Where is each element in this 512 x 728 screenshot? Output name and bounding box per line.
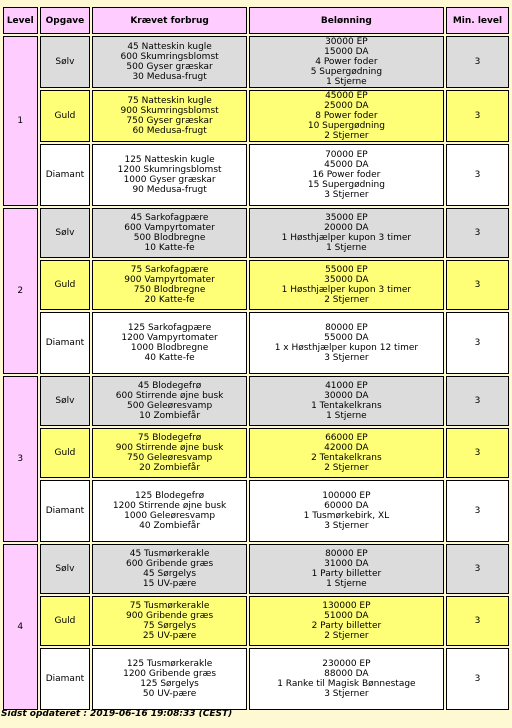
requirement-line: 900 Vampyrtomater bbox=[124, 275, 215, 285]
reward-cell bbox=[249, 208, 444, 258]
requirement-line: 10 Zombiefår bbox=[139, 411, 201, 421]
reward-line: 3 Stjerner bbox=[324, 521, 369, 531]
reward-line: 20000 DA bbox=[324, 223, 369, 233]
requirement-line: 1000 Gyser græskar bbox=[123, 175, 216, 185]
reward-line: 2 Stjerner bbox=[324, 463, 369, 473]
level-cell: 2 bbox=[3, 208, 38, 374]
reward-cell bbox=[249, 376, 444, 426]
level-cell: 3 bbox=[3, 376, 38, 542]
requirement-line: 600 Stirrende øjne busk bbox=[115, 391, 224, 401]
reward-line: 88000 DA bbox=[324, 669, 369, 679]
min-level-cell: 3 bbox=[446, 144, 509, 206]
requirement-line: 60 Medusa-frugt bbox=[132, 126, 207, 136]
reward-cell bbox=[249, 648, 444, 710]
reward-line: 1 Stjerne bbox=[326, 579, 367, 589]
requirement-cell bbox=[92, 90, 246, 142]
requirement-line: 30 Medusa-frugt bbox=[132, 72, 207, 82]
requirement-line: 45 Sarkofagpære bbox=[130, 213, 209, 223]
reward-line: 2 Tentakelkrans bbox=[311, 453, 382, 463]
reward-line: 10 Supergødning bbox=[307, 121, 385, 131]
min-level-cell: 3 bbox=[446, 90, 509, 142]
requirement-line: 900 Stirrende øjne busk bbox=[115, 443, 224, 453]
table-row bbox=[3, 428, 509, 478]
reward-cell bbox=[249, 428, 444, 478]
requirement-cell bbox=[92, 428, 246, 478]
requirement-line: 125 Blodegefrø bbox=[135, 491, 205, 501]
task-cell: Sølv bbox=[40, 376, 91, 426]
reward-cell bbox=[249, 260, 444, 310]
min-level-cell: 3 bbox=[446, 312, 509, 374]
requirement-line: 750 Gyser græskar bbox=[126, 116, 213, 126]
level-cell: 4 bbox=[3, 544, 38, 710]
requirement-line: 600 Vampyrtomater bbox=[124, 223, 215, 233]
task-cell: Sølv bbox=[40, 36, 91, 88]
reward-cell bbox=[249, 144, 444, 206]
reward-line: 51000 DA bbox=[324, 611, 369, 621]
requirement-cell bbox=[92, 376, 246, 426]
reward-line: 1 Tusmørkebirk, XL bbox=[303, 511, 390, 521]
reward-line: 3 Stjerner bbox=[324, 689, 369, 699]
reward-line: 2 Party billetter bbox=[311, 621, 382, 631]
reward-cell bbox=[249, 312, 444, 374]
requirement-line: 20 Zombiefår bbox=[139, 463, 201, 473]
task-cell: Sølv bbox=[40, 208, 91, 258]
min-level-cell: 3 bbox=[446, 648, 509, 710]
requirement-line: 600 Gribende græs bbox=[125, 559, 214, 569]
requirement-line: 90 Medusa-frugt bbox=[132, 185, 207, 195]
reward-line: 15000 DA bbox=[324, 47, 369, 57]
table-row bbox=[3, 312, 509, 374]
task-cell: Diamant bbox=[40, 648, 91, 710]
min-level-cell: 3 bbox=[446, 428, 509, 478]
requirement-line: 15 UV-pære bbox=[142, 579, 197, 589]
rewards-table bbox=[1, 5, 511, 712]
requirement-line: 75 Sørgelys bbox=[143, 621, 197, 631]
reward-line: 1 Tentakelkrans bbox=[311, 401, 382, 411]
requirement-line: 45 Natteskin kugle bbox=[127, 42, 212, 52]
reward-cell bbox=[249, 596, 444, 646]
header-requirement: Krævet forbrug bbox=[92, 7, 246, 34]
requirement-line: 45 Blodegefrø bbox=[137, 381, 202, 391]
requirement-line: 40 Katte-fe bbox=[144, 353, 195, 363]
reward-line: 55000 DA bbox=[324, 333, 369, 343]
reward-line: 66000 EP bbox=[325, 433, 368, 443]
requirement-cell bbox=[92, 544, 246, 594]
min-level-cell: 3 bbox=[446, 208, 509, 258]
table-row bbox=[3, 648, 509, 710]
reward-line: 70000 EP bbox=[325, 150, 368, 160]
requirement-cell bbox=[92, 648, 246, 710]
requirement-line: 45 Sørgelys bbox=[143, 569, 197, 579]
reward-line: 1 Party billetter bbox=[311, 569, 382, 579]
requirement-cell bbox=[92, 260, 246, 310]
requirement-cell bbox=[92, 312, 246, 374]
reward-cell bbox=[249, 36, 444, 88]
requirement-line: 500 Gyser græskar bbox=[126, 62, 213, 72]
header-task: Opgave bbox=[40, 7, 91, 34]
task-cell: Sølv bbox=[40, 544, 91, 594]
requirement-line: 125 Natteskin kugle bbox=[124, 155, 215, 165]
reward-line: 30000 EP bbox=[325, 37, 368, 47]
reward-line: 35000 EP bbox=[325, 213, 368, 223]
requirement-cell bbox=[92, 208, 246, 258]
task-cell: Guld bbox=[40, 90, 91, 142]
requirement-line: 125 Sørgelys bbox=[140, 679, 199, 689]
header-level: Level bbox=[3, 7, 38, 34]
requirement-line: 1200 Gribende græs bbox=[123, 669, 217, 679]
table-row bbox=[3, 36, 509, 88]
reward-line: 3 Stjerner bbox=[324, 190, 369, 200]
requirement-line: 750 Blodbregne bbox=[133, 285, 206, 295]
reward-line: 80000 EP bbox=[325, 323, 368, 333]
task-cell: Diamant bbox=[40, 144, 91, 206]
requirement-line: 45 Tusmørkerakle bbox=[129, 549, 210, 559]
task-cell: Guld bbox=[40, 596, 91, 646]
reward-line: 2 Stjerner bbox=[324, 131, 369, 141]
reward-line: 1 Stjerne bbox=[326, 77, 367, 87]
reward-line: 3 Stjerner bbox=[324, 353, 369, 363]
requirement-line: 125 Tusmørkerakle bbox=[126, 659, 213, 669]
task-cell: Diamant bbox=[40, 480, 91, 542]
reward-line: 1 Stjerne bbox=[326, 243, 367, 253]
table-row bbox=[3, 596, 509, 646]
requirement-line: 75 Natteskin kugle bbox=[127, 96, 212, 106]
reward-line: 60000 DA bbox=[324, 501, 369, 511]
header-reward: Belønning bbox=[249, 7, 444, 34]
requirement-line: 1200 Vampyrtomater bbox=[121, 333, 218, 343]
min-level-cell: 3 bbox=[446, 480, 509, 542]
last-updated: Sidst opdateret : 2019-06-16 19:08:33 (CEST) bbox=[1, 709, 233, 719]
reward-line: 1 Stjerne bbox=[326, 411, 367, 421]
requirement-line: 75 Tusmørkerakle bbox=[129, 601, 210, 611]
reward-line: 130000 EP bbox=[322, 601, 371, 611]
table-row bbox=[3, 480, 509, 542]
requirement-line: 750 Geleøresvamp bbox=[127, 453, 213, 463]
requirement-line: 125 Sarkofagpære bbox=[127, 323, 212, 333]
min-level-cell: 3 bbox=[446, 544, 509, 594]
reward-line: 45000 EP bbox=[325, 91, 368, 101]
table-body bbox=[3, 36, 509, 710]
table-row bbox=[3, 208, 509, 258]
reward-line: 2 Stjerner bbox=[324, 631, 369, 641]
task-cell: Guld bbox=[40, 428, 91, 478]
task-cell: Guld bbox=[40, 260, 91, 310]
requirement-line: 900 Gribende græs bbox=[125, 611, 214, 621]
reward-line: 15 Supergødning bbox=[307, 180, 385, 190]
min-level-cell: 3 bbox=[446, 260, 509, 310]
reward-cell bbox=[249, 480, 444, 542]
requirement-line: 40 Zombiefår bbox=[139, 521, 201, 531]
reward-cell bbox=[249, 544, 444, 594]
reward-line: 25000 DA bbox=[324, 101, 369, 111]
requirement-line: 25 UV-pære bbox=[142, 631, 197, 641]
reward-line: 41000 EP bbox=[325, 381, 368, 391]
reward-line: 1 Høsthjælper kupon 3 timer bbox=[281, 233, 412, 243]
min-level-cell: 3 bbox=[446, 596, 509, 646]
requirement-cell bbox=[92, 144, 246, 206]
table-row bbox=[3, 144, 509, 206]
reward-line: 5 Supergødning bbox=[310, 67, 383, 77]
reward-line: 4 Power foder bbox=[315, 57, 378, 67]
requirement-line: 75 Sarkofagpære bbox=[130, 265, 209, 275]
reward-cell bbox=[249, 90, 444, 142]
reward-line: 1 Ranke til Magisk Bønnestage bbox=[277, 679, 416, 689]
reward-line: 80000 EP bbox=[325, 549, 368, 559]
table-row bbox=[3, 90, 509, 142]
reward-line: 8 Power foder bbox=[315, 111, 378, 121]
level-cell: 1 bbox=[3, 36, 38, 206]
table-row bbox=[3, 544, 509, 594]
requirement-line: 1000 Blodbregne bbox=[130, 343, 209, 353]
task-cell: Diamant bbox=[40, 312, 91, 374]
reward-line: 230000 EP bbox=[322, 659, 371, 669]
min-level-cell: 3 bbox=[446, 376, 509, 426]
requirement-line: 1200 Stirrende øjne busk bbox=[112, 501, 227, 511]
reward-line: 30000 DA bbox=[324, 391, 369, 401]
requirement-line: 50 UV-pære bbox=[142, 689, 197, 699]
table-row bbox=[3, 376, 509, 426]
requirement-cell bbox=[92, 36, 246, 88]
requirement-line: 10 Katte-fe bbox=[144, 243, 195, 253]
reward-line: 100000 EP bbox=[322, 491, 371, 501]
reward-line: 16 Power foder bbox=[312, 170, 381, 180]
header-min-level: Min. level bbox=[446, 7, 509, 34]
requirement-line: 1000 Geleøresvamp bbox=[124, 511, 216, 521]
table-row bbox=[3, 260, 509, 310]
requirement-line: 20 Katte-fe bbox=[144, 295, 195, 305]
requirement-line: 500 Blodbregne bbox=[133, 233, 206, 243]
requirement-cell bbox=[92, 596, 246, 646]
requirement-line: 600 Skumringsblomst bbox=[120, 52, 219, 62]
requirement-cell bbox=[92, 480, 246, 542]
reward-line: 45000 DA bbox=[324, 160, 369, 170]
reward-line: 42000 DA bbox=[324, 443, 369, 453]
reward-line: 55000 EP bbox=[325, 265, 368, 275]
reward-line: 1 x Høsthjælper kupon 12 timer bbox=[274, 343, 419, 353]
requirement-line: 500 Geleøresvamp bbox=[127, 401, 213, 411]
requirement-line: 900 Skumringsblomst bbox=[120, 106, 219, 116]
requirement-line: 75 Blodegefrø bbox=[137, 433, 202, 443]
min-level-cell: 3 bbox=[446, 36, 509, 88]
reward-line: 1 Høsthjælper kupon 3 timer bbox=[281, 285, 412, 295]
reward-line: 2 Stjerner bbox=[324, 295, 369, 305]
reward-line: 31000 DA bbox=[324, 559, 369, 569]
requirement-line: 1200 Skumringsblomst bbox=[117, 165, 222, 175]
table-header-row bbox=[3, 7, 509, 34]
reward-line: 35000 DA bbox=[324, 275, 369, 285]
